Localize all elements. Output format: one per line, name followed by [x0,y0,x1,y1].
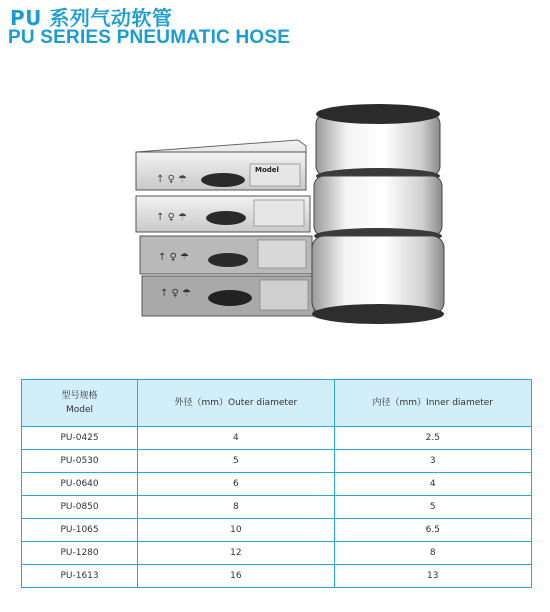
cell-model: PU-1613 [22,565,138,588]
cell-inner: 8 [334,542,531,565]
hose-coil-bottom [312,236,444,324]
cell-model: PU-0425 [22,427,138,450]
cell-inner: 13 [334,565,531,588]
cell-outer: 16 [138,565,334,588]
svg-text:↑ ♀ ☂: ↑ ♀ ☂ [156,174,188,185]
table-row [22,450,532,473]
cell-outer: 8 [138,496,334,519]
hose-box-3 [140,236,312,274]
table-row [22,542,532,565]
cell-inner: 2.5 [334,427,531,450]
cell-outer: 12 [138,542,334,565]
hose-coil-top [316,104,440,184]
cell-model: PU-0850 [22,496,138,519]
table-header-row [22,380,532,427]
svg-text:↑ ♀ ☂: ↑ ♀ ☂ [156,212,188,223]
hose-box-4 [142,276,314,316]
cell-inner: 4 [334,473,531,496]
page-title-english: PU SERIES PNEUMATIC HOSE [8,27,291,48]
cell-inner: 3 [334,450,531,473]
cell-model: PU-0530 [22,450,138,473]
header-model-cn: 型号规格 [61,391,98,401]
cell-outer: 5 [138,450,334,473]
header-outer-diameter: 外径（mm）Outer diameter [138,380,334,427]
svg-text:↑ ♀ ☂: ↑ ♀ ☂ [160,288,192,299]
page-title-chinese: PU 系列气动软管 [10,6,173,30]
table-row [22,565,532,588]
box-model-label: Model [255,166,279,174]
hose-coil-middle [314,176,442,244]
table-row [22,473,532,496]
header-inner-diameter: 内径（mm）Inner diameter [334,380,531,427]
cell-model: PU-0640 [22,473,138,496]
table-row [22,496,532,519]
cell-model: PU-1280 [22,542,138,565]
cell-outer: 4 [138,427,334,450]
product-photo [128,100,448,336]
hose-box-1 [136,140,306,190]
header-model [22,380,138,427]
table-row [22,519,532,542]
svg-text:↑ ♀ ☂: ↑ ♀ ☂ [158,252,190,263]
table-row [22,427,532,450]
cell-inner: 5 [334,496,531,519]
cell-outer: 6 [138,473,334,496]
cell-inner: 6.5 [334,519,531,542]
cell-model: PU-1065 [22,519,138,542]
hose-box-2 [136,196,310,232]
header-model-en: Model [66,405,94,415]
spec-table [21,379,532,588]
cell-outer: 10 [138,519,334,542]
